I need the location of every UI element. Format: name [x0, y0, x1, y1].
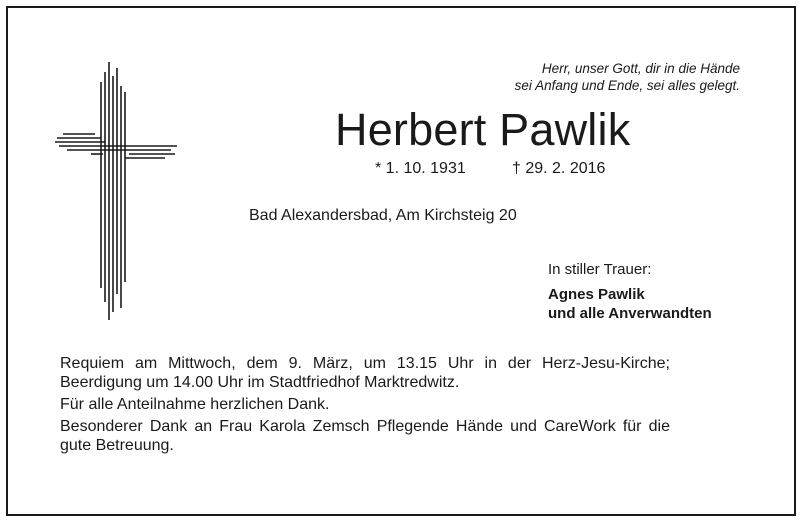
birth-date: * 1. 10. 1931 — [375, 160, 466, 177]
requiem-note: Requiem am Mittwoch, dem 9. März, um 13.15 Uhr in der Herz-Jesu-Kirche; Beerdigung um 14.00 Uhr im Stadtfriedhof Marktredwitz. — [60, 355, 670, 391]
special-thanks-note: Besonderer Dank an Frau Karola Zemsch Pflegende Hände und CareWork für die gute Betreuung. — [60, 418, 670, 454]
thanks-note: Für alle Anteilnahme herzlichen Dank. — [60, 396, 330, 413]
funeral-notes — [60, 354, 670, 458]
deceased-name: Herbert Pawlik — [335, 104, 631, 155]
address: Bad Alexandersbad, Am Kirchsteig 20 — [249, 207, 517, 224]
cross-icon — [55, 62, 177, 320]
mourner-line-1: Agnes Pawlik — [548, 286, 645, 303]
bible-verse — [515, 60, 740, 94]
mourner-line-2: und alle Anverwandten — [548, 305, 712, 322]
mourners-label: In stiller Trauer: — [548, 261, 652, 278]
verse-line-1: Herr, unser Gott, dir in die Hände — [541, 61, 740, 76]
verse-line-2: sei Anfang und Ende, sei alles gelegt. — [514, 78, 740, 93]
mourners — [548, 285, 712, 323]
death-date: † 29. 2. 2016 — [512, 160, 606, 177]
